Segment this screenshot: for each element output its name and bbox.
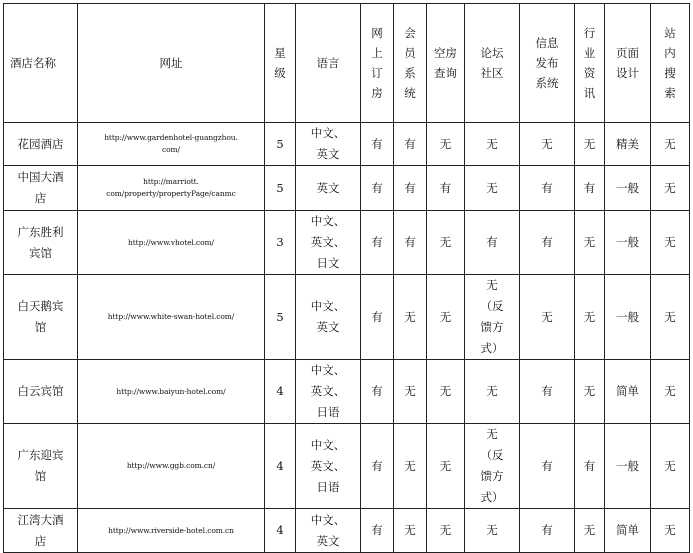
star-cell: 4 xyxy=(265,360,296,424)
url-cell: http://www.gardenhotel-guangzhou. com/ xyxy=(78,123,265,166)
hotel-name-cell: 白云宾馆 xyxy=(4,360,78,424)
page-design-cell: 简单 xyxy=(605,509,651,553)
url-cell: http://www.white-swan-hotel.com/ xyxy=(78,275,265,360)
page-design-cell: 一般 xyxy=(605,424,651,509)
table-row xyxy=(4,275,690,360)
online-booking-cell: 有 xyxy=(361,360,394,424)
site-search-cell: 无 xyxy=(651,360,690,424)
online-booking-cell: 有 xyxy=(361,211,394,275)
hotel-name-cell: 江湾大酒 店 xyxy=(4,509,78,553)
industry-news-cell: 无 xyxy=(575,360,605,424)
star-cell: 4 xyxy=(265,424,296,509)
room-query-cell: 无 xyxy=(427,211,465,275)
hotel-name-cell: 花园酒店 xyxy=(4,123,78,166)
hotel-name-cell: 广东胜利 宾馆 xyxy=(4,211,78,275)
language-cell: 中文、 英文 xyxy=(296,509,361,553)
forum-cell: 无 xyxy=(465,509,520,553)
url-cell: http://marriott. com/property/propertyPage/canmc xyxy=(78,166,265,211)
header-hotel-name: 酒店名称 xyxy=(4,4,78,123)
header-membership: 会 员 系 统 xyxy=(394,4,427,123)
membership-cell: 有 xyxy=(394,123,427,166)
forum-cell: 无 （反 馈方 式） xyxy=(465,275,520,360)
url-cell: http://www.riverside-hotel.com.cn xyxy=(78,509,265,553)
header-language: 语言 xyxy=(296,4,361,123)
online-booking-cell: 有 xyxy=(361,275,394,360)
hotel-name-cell: 白天鹅宾 馆 xyxy=(4,275,78,360)
room-query-cell: 无 xyxy=(427,424,465,509)
url-cell: http://www.vhotel.com/ xyxy=(78,211,265,275)
star-cell: 3 xyxy=(265,211,296,275)
table-row xyxy=(4,166,690,211)
url-cell: http://www.baiyun-hotel.com/ xyxy=(78,360,265,424)
header-info-publish: 信息 发布 系统 xyxy=(520,4,575,123)
online-booking-cell: 有 xyxy=(361,166,394,211)
language-cell: 中文、 英文 xyxy=(296,123,361,166)
info-publish-cell: 有 xyxy=(520,166,575,211)
forum-cell: 无 （反 馈方 式） xyxy=(465,424,520,509)
site-search-cell: 无 xyxy=(651,509,690,553)
page-design-cell: 精美 xyxy=(605,123,651,166)
star-cell: 5 xyxy=(265,166,296,211)
site-search-cell: 无 xyxy=(651,166,690,211)
header-page-design: 页面 设计 xyxy=(605,4,651,123)
site-search-cell: 无 xyxy=(651,275,690,360)
online-booking-cell: 有 xyxy=(361,123,394,166)
language-cell: 中文、 英文 xyxy=(296,275,361,360)
page-design-cell: 一般 xyxy=(605,275,651,360)
info-publish-cell: 有 xyxy=(520,360,575,424)
membership-cell: 无 xyxy=(394,275,427,360)
table-row xyxy=(4,123,690,166)
table-row xyxy=(4,424,690,509)
hotel-name-cell: 中国大酒 店 xyxy=(4,166,78,211)
page-design-cell: 一般 xyxy=(605,211,651,275)
table-row xyxy=(4,360,690,424)
star-cell: 5 xyxy=(265,123,296,166)
header-star: 星 级 xyxy=(265,4,296,123)
header-forum: 论坛 社区 xyxy=(465,4,520,123)
url-cell: http://www.ggb.com.cn/ xyxy=(78,424,265,509)
online-booking-cell: 有 xyxy=(361,509,394,553)
room-query-cell: 无 xyxy=(427,123,465,166)
info-publish-cell: 有 xyxy=(520,509,575,553)
hotel-name-cell: 广东迎宾 馆 xyxy=(4,424,78,509)
industry-news-cell: 有 xyxy=(575,166,605,211)
forum-cell: 无 xyxy=(465,360,520,424)
info-publish-cell: 有 xyxy=(520,424,575,509)
hotel-website-comparison-table xyxy=(3,3,690,553)
room-query-cell: 无 xyxy=(427,360,465,424)
site-search-cell: 无 xyxy=(651,424,690,509)
header-row xyxy=(4,4,690,123)
header-site-search: 站 内 搜 索 xyxy=(651,4,690,123)
industry-news-cell: 无 xyxy=(575,509,605,553)
language-cell: 中文、 英文、 日语 xyxy=(296,424,361,509)
room-query-cell: 无 xyxy=(427,509,465,553)
page-design-cell: 一般 xyxy=(605,166,651,211)
language-cell: 英文 xyxy=(296,166,361,211)
info-publish-cell: 无 xyxy=(520,123,575,166)
membership-cell: 有 xyxy=(394,211,427,275)
membership-cell: 无 xyxy=(394,509,427,553)
site-search-cell: 无 xyxy=(651,123,690,166)
header-online-booking: 网 上 订 房 xyxy=(361,4,394,123)
forum-cell: 无 xyxy=(465,166,520,211)
membership-cell: 有 xyxy=(394,166,427,211)
membership-cell: 无 xyxy=(394,424,427,509)
industry-news-cell: 无 xyxy=(575,275,605,360)
forum-cell: 无 xyxy=(465,123,520,166)
room-query-cell: 有 xyxy=(427,166,465,211)
online-booking-cell: 有 xyxy=(361,424,394,509)
header-industry-news: 行 业 资 讯 xyxy=(575,4,605,123)
table-row xyxy=(4,509,690,553)
language-cell: 中文、 英文、 日语 xyxy=(296,360,361,424)
industry-news-cell: 无 xyxy=(575,211,605,275)
star-cell: 5 xyxy=(265,275,296,360)
page-design-cell: 简单 xyxy=(605,360,651,424)
forum-cell: 有 xyxy=(465,211,520,275)
star-cell: 4 xyxy=(265,509,296,553)
language-cell: 中文、 英文、 日文 xyxy=(296,211,361,275)
room-query-cell: 无 xyxy=(427,275,465,360)
industry-news-cell: 有 xyxy=(575,424,605,509)
info-publish-cell: 有 xyxy=(520,211,575,275)
membership-cell: 无 xyxy=(394,360,427,424)
header-url: 网址 xyxy=(78,4,265,123)
site-search-cell: 无 xyxy=(651,211,690,275)
table-row xyxy=(4,211,690,275)
info-publish-cell: 无 xyxy=(520,275,575,360)
header-room-query: 空房 查询 xyxy=(427,4,465,123)
industry-news-cell: 无 xyxy=(575,123,605,166)
